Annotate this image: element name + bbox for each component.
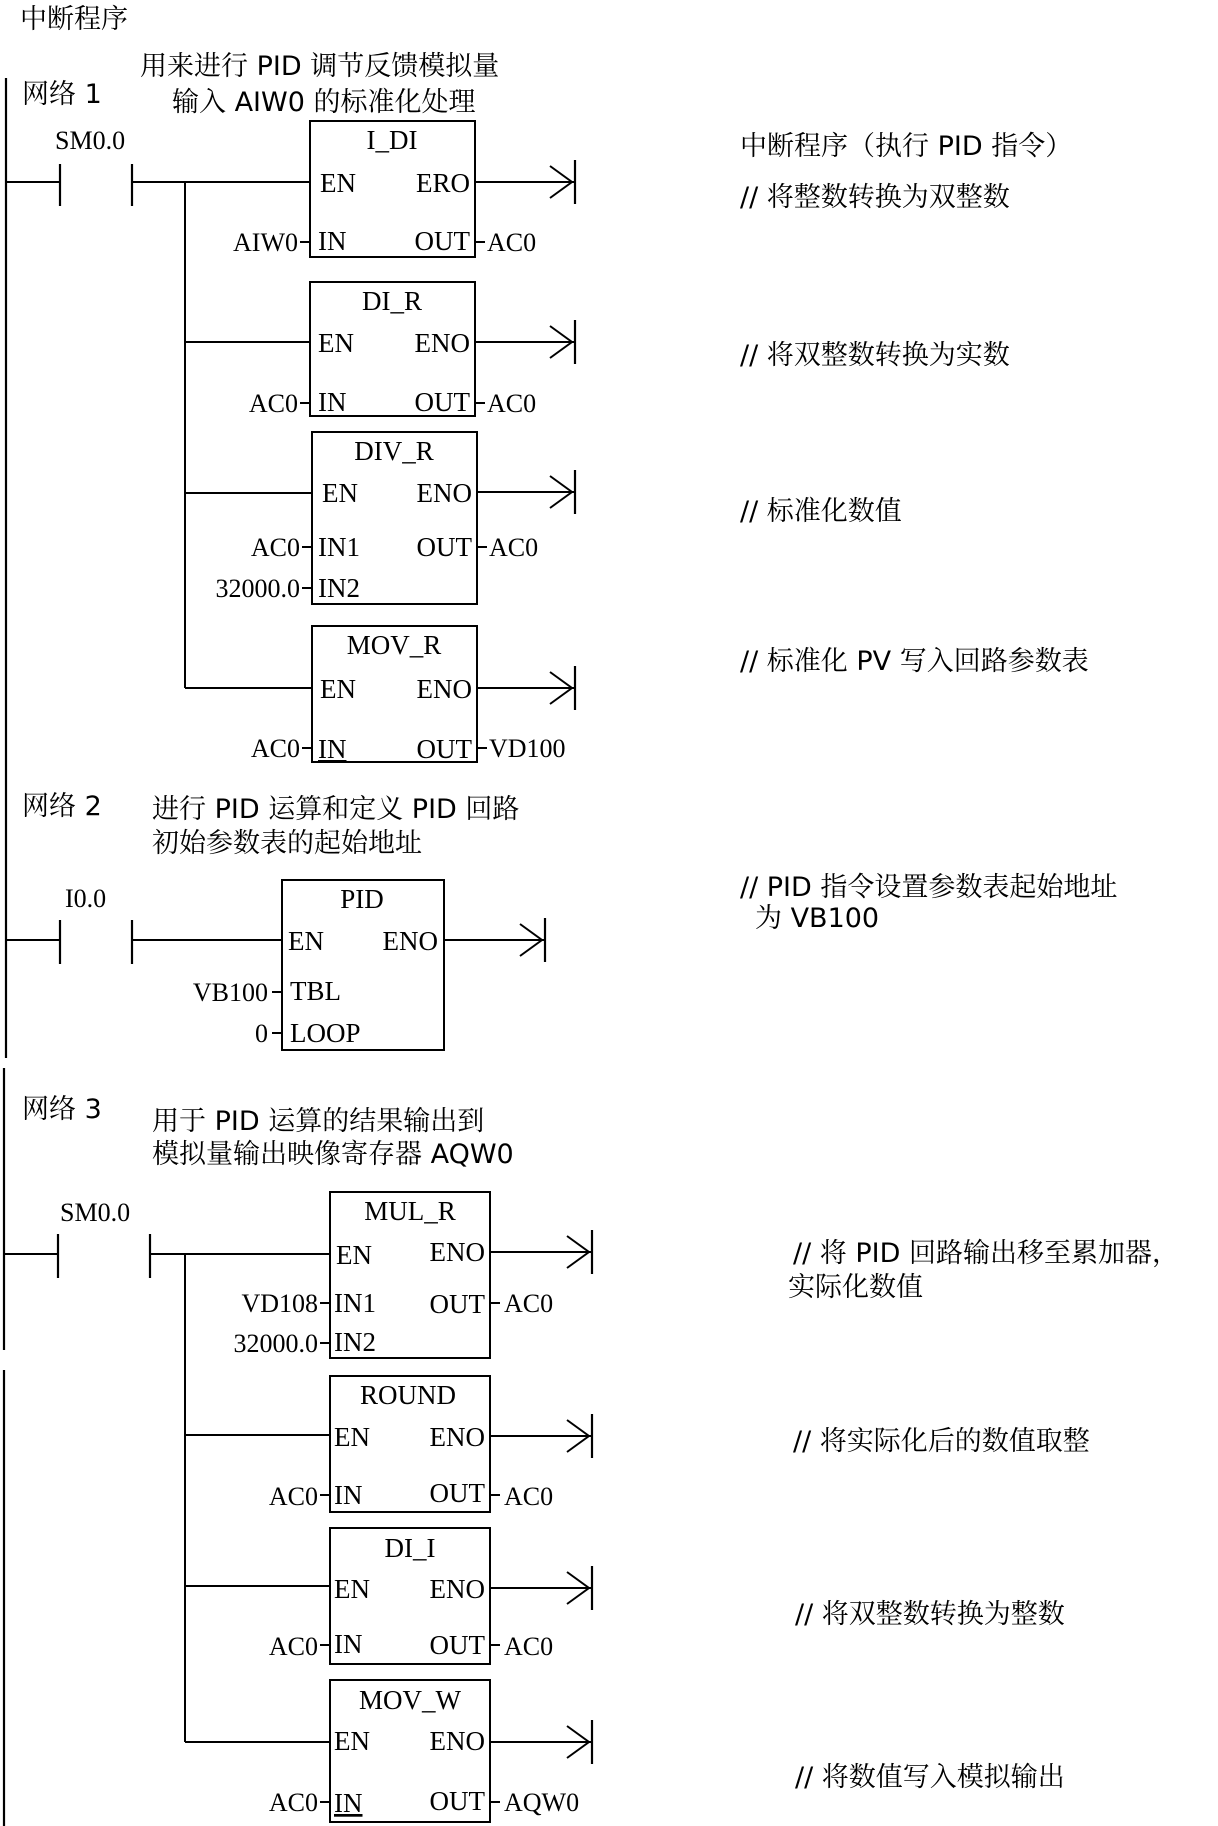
output-operand: AC0 <box>487 389 537 418</box>
network-comment-line: 初始参数表的起始地址 <box>152 828 422 859</box>
box-comment: // PID 指令设置参数表起始地址 <box>740 872 1118 903</box>
pin-eno: ENO <box>414 328 470 358</box>
box-comment: // 将双整数转换为实数 <box>740 340 1010 371</box>
pin-eno: ENO <box>429 1237 485 1267</box>
input-operand: AC0 <box>268 1632 318 1661</box>
instruction-box <box>185 1680 1065 1822</box>
pin-out: OUT <box>429 1786 485 1816</box>
box-title: DI_I <box>384 1533 436 1563</box>
pin-en: EN <box>334 1726 370 1756</box>
box-comment: 实际化数值 <box>788 1272 923 1303</box>
instruction-box <box>234 1192 1179 1358</box>
box-title: MUL_R <box>364 1196 456 1226</box>
input-operand: 0 <box>255 1019 268 1048</box>
pin-en: EN <box>334 1422 370 1452</box>
network-comment-line: 模拟量输出映像寄存器 AQW0 <box>152 1139 514 1170</box>
box-title: ROUND <box>359 1380 457 1410</box>
pin-out: OUT <box>416 532 472 562</box>
contact-address: SM0.0 <box>55 126 126 155</box>
pin-out: OUT <box>416 734 472 764</box>
pin-in: IN <box>318 387 347 417</box>
box-comment: // 将实际化后的数值取整 <box>793 1426 1090 1457</box>
pin-en: EN <box>334 1574 370 1604</box>
input-operand: AC0 <box>250 734 300 763</box>
network-label: 网络 2 <box>22 791 102 822</box>
box-title: DI_R <box>362 286 422 316</box>
pin-in: IN <box>318 226 347 256</box>
pin-eno: ENO <box>382 926 438 956</box>
pin-en: EN <box>318 328 354 358</box>
output-operand: AC0 <box>487 228 537 257</box>
network-label: 网络 3 <box>22 1094 102 1125</box>
network-2 <box>6 791 1117 1050</box>
pin-en: EN <box>322 478 358 508</box>
pin-out: OUT <box>429 1630 485 1660</box>
output-operand: AC0 <box>504 1289 554 1318</box>
box-comment: // 将数值写入模拟输出 <box>795 1762 1065 1793</box>
input-operand: AIW0 <box>233 228 298 257</box>
output-operand: AC0 <box>504 1632 554 1661</box>
box-title: MOV_W <box>359 1685 461 1715</box>
input-operand: VD108 <box>241 1289 318 1318</box>
box-title: MOV_R <box>346 630 442 660</box>
box-title: DIV_R <box>354 436 434 466</box>
pin-eno: ERO <box>416 168 470 198</box>
box-title: I_DI <box>366 125 418 155</box>
box-comment: // 标准化数值 <box>740 496 902 527</box>
output-operand: VD100 <box>489 734 566 763</box>
pin-eno: ENO <box>416 478 472 508</box>
network-comment-line: 用来进行 PID 调节反馈模拟量 <box>140 51 500 82</box>
pin-in2: LOOP <box>290 1018 361 1048</box>
box-comment: // 将 PID 回路输出移至累加器， <box>793 1238 1179 1269</box>
pin-en: EN <box>336 1240 372 1270</box>
pin-in: IN1 <box>334 1288 376 1318</box>
contact-address: I0.0 <box>65 884 107 913</box>
network-1 <box>6 51 1089 1058</box>
pin-in2: IN2 <box>318 573 360 603</box>
instruction-box <box>193 872 1118 1050</box>
network-comment-line: 用于 PID 运算的结果输出到 <box>152 1106 485 1137</box>
pin-in: IN1 <box>318 532 360 562</box>
pin-en: EN <box>320 168 356 198</box>
input-operand: 32000.0 <box>233 1329 318 1358</box>
output-operand: AC0 <box>504 1482 554 1511</box>
box-comment: 为 VB100 <box>755 903 880 934</box>
instruction-box <box>185 432 902 604</box>
network-label: 网络 1 <box>22 79 102 110</box>
pin-in: TBL <box>290 976 341 1006</box>
network-comment-line: 输入 AIW0 的标准化处理 <box>172 87 476 118</box>
pin-in: IN <box>334 1480 363 1510</box>
input-operand: AC0 <box>268 1788 318 1817</box>
page-title: 中断程序 <box>20 4 128 35</box>
input-operand: AC0 <box>250 533 300 562</box>
instruction-box <box>185 282 1010 418</box>
input-operand: 32000.0 <box>215 574 300 603</box>
box-title: PID <box>340 884 384 914</box>
pin-eno: ENO <box>429 1422 485 1452</box>
output-operand: AQW0 <box>504 1788 580 1817</box>
pin-out: OUT <box>414 387 470 417</box>
box-comment: // 将双整数转换为整数 <box>795 1599 1065 1630</box>
instruction-box <box>185 1376 1090 1512</box>
pin-eno: ENO <box>416 674 472 704</box>
pin-in: IN <box>334 1629 363 1659</box>
side-title: 中断程序（执行 PID 指令） <box>740 131 1073 162</box>
pin-out: OUT <box>429 1478 485 1508</box>
input-operand: AC0 <box>268 1482 318 1511</box>
pin-en: EN <box>288 926 324 956</box>
pin-eno: ENO <box>429 1574 485 1604</box>
instruction-box <box>185 626 1089 764</box>
box-comment: // 将整数转换为双整数 <box>740 182 1010 213</box>
pin-out: OUT <box>429 1289 485 1319</box>
pin-in2: IN2 <box>334 1327 376 1357</box>
pin-eno: ENO <box>429 1726 485 1756</box>
pin-out: OUT <box>414 226 470 256</box>
input-operand: AC0 <box>248 389 298 418</box>
input-operand: VB100 <box>192 978 268 1007</box>
contact-address: SM0.0 <box>60 1198 131 1227</box>
output-operand: AC0 <box>489 533 539 562</box>
pin-in: IN <box>318 734 347 764</box>
instruction-box <box>185 1528 1065 1664</box>
box-comment: // 标准化 PV 写入回路参数表 <box>740 646 1089 677</box>
network-comment-line: 进行 PID 运算和定义 PID 回路 <box>152 794 520 825</box>
pin-in: IN <box>334 1788 363 1818</box>
network-3 <box>4 1068 1179 1826</box>
pin-en: EN <box>320 674 356 704</box>
